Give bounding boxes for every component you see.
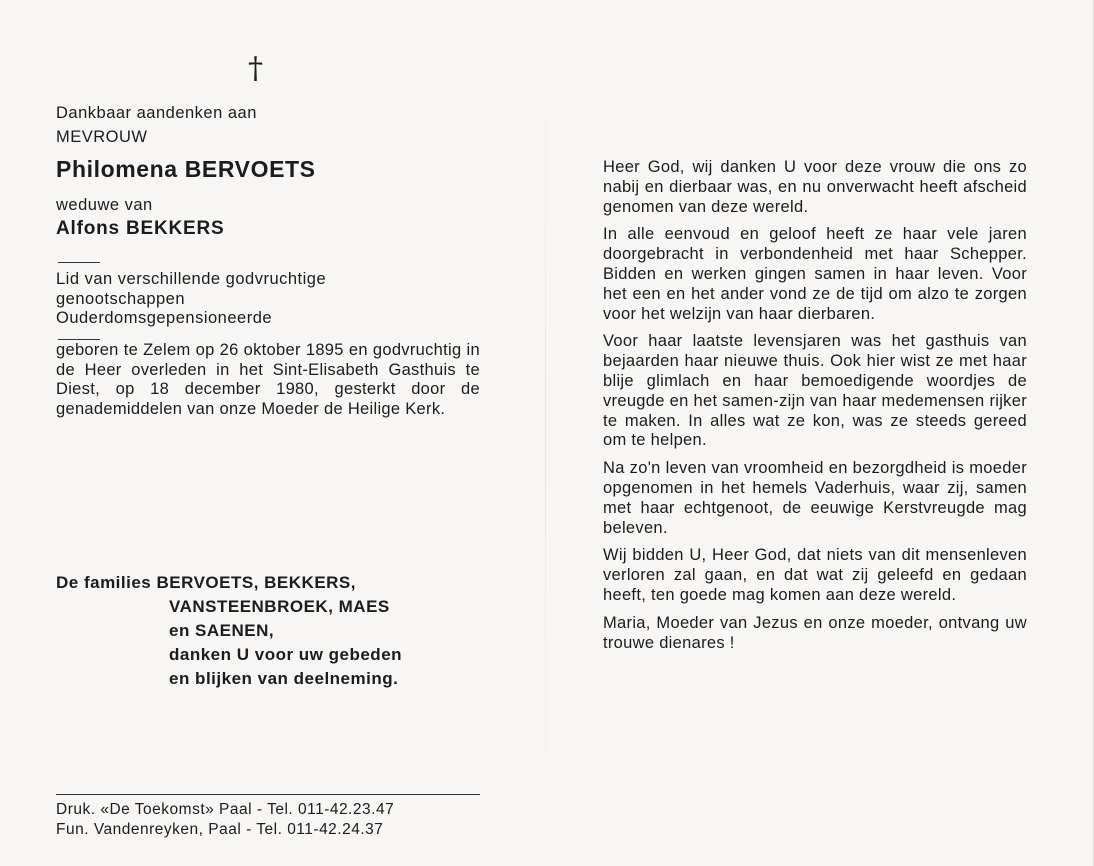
prayer-paragraph: Wij bidden U, Heer God, dat niets van dit mensenleven verloren zal gaan, en dat wat zij geleefd en gedaan heeft, ten goede mag komen aan deze wereld.: [603, 546, 1027, 604]
membership-line: genootschappen: [56, 290, 186, 308]
cross-icon: †: [248, 51, 263, 86]
families-line: VANSTEENBROEK, MAES: [169, 597, 390, 616]
intro-line-2: MEVROUW: [56, 128, 148, 146]
funeral-director-credit: Fun. Vandenreyken, Paal - Tel. 011-42.24.37: [56, 821, 384, 838]
divider-dash: [58, 339, 100, 340]
prayer-paragraph: Na zo'n leven van vroomheid en bezorgdheid is moeder opgenomen in het hemels Vaderhuis, waar zij, samen met haar echtgenoot, de eeuwige Kerstvreugde mag beleven.: [603, 459, 1027, 537]
husband-name: Alfons BEKKERS: [56, 218, 225, 239]
prayer-paragraph: Maria, Moeder van Jezus en onze moeder, ontvang uw trouwe dienares !: [603, 613, 1027, 652]
prayer-paragraph: Heer God, wij danken U voor deze vrouw die ons zo nabij en dierbaar was, en nu onverwacht heeft afscheid genomen van deze wereld.: [603, 158, 1027, 216]
footer-rule: [56, 794, 480, 795]
families-line: danken U voor uw gebeden: [169, 645, 403, 664]
prayer-paragraph: In alle eenvoud en geloof heeft ze haar vele jaren doorgebracht in verbondenheid met haar Schepper. Bidden en werken gingen samen in haar leven. Voor het een en het ander vond ze de tijd om alzo te zorgen voor het welzijn van haar dierbaren.: [603, 225, 1027, 323]
prayer-paragraph: Voor haar laatste levensjaren was het gasthuis van bejaarden haar nieuwe thuis. Ook hier wist ze met haar blije glimlach en haar bemoedigende woordjes de vreugde en het samen-zijn van haar medemensen rijker te maken. In alles wat ze kon, was ze steeds gereed om te helpen.: [603, 332, 1027, 450]
deceased-name: Philomena BERVOETS: [56, 156, 316, 182]
divider-dash: [58, 262, 100, 263]
membership-line: Lid van verschillende godvruchtige: [56, 270, 327, 288]
families-line: en blijken van deelneming.: [169, 669, 399, 688]
membership-line: Ouderdomsgepensioneerde: [56, 309, 273, 327]
widow-of-label: weduwe van: [56, 196, 153, 214]
families-line: De families BERVOETS, BEKKERS,: [56, 573, 356, 592]
families-line: en SAENEN,: [169, 621, 275, 640]
intro-line-1: Dankbaar aandenken aan: [56, 104, 257, 122]
biography-text: geboren te Zelem op 26 oktober 1895 en godvruchtig in de Heer overleden in het Sint-Elisabeth Gasthuis te Diest, op 18 december 1980, gesterkt door de genademiddelen van onze Moeder de Heilige Kerk.: [56, 341, 480, 418]
printer-credit: Druk. «De Toekomst» Paal - Tel. 011-42.23.47: [56, 801, 395, 818]
right-panel-prayer: [603, 158, 1027, 661]
card-fold-line: [545, 0, 546, 866]
